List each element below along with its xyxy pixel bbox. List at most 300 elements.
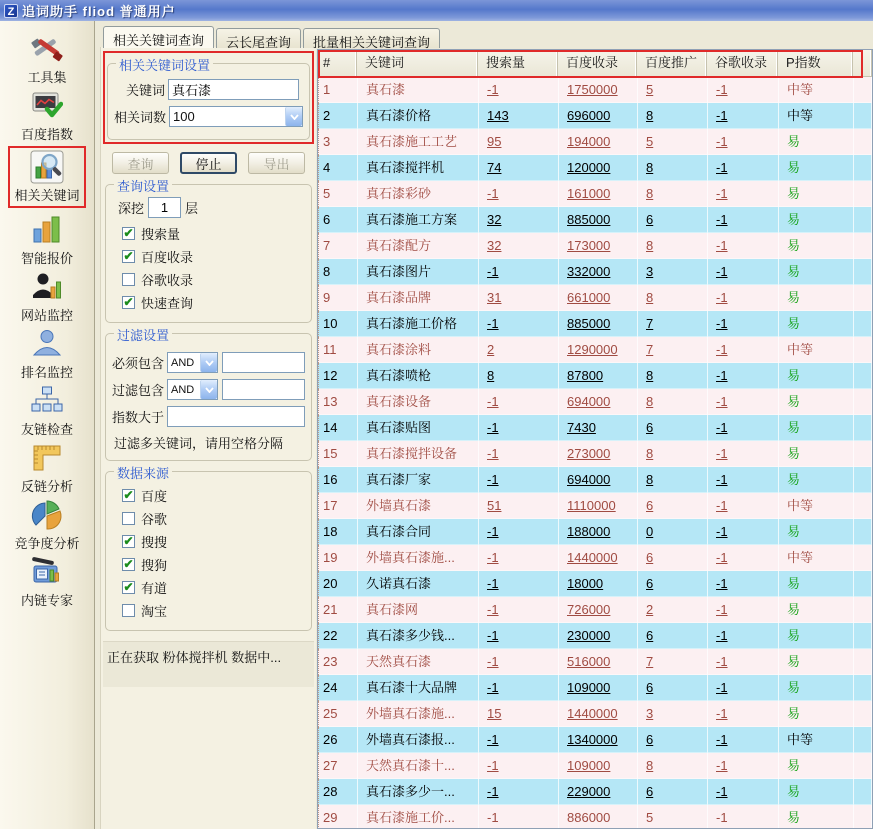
tab-batch-query[interactable]: 批量相关关键词查询 [303, 28, 440, 48]
sidebar-item-backlink[interactable] [4, 441, 90, 495]
cell-baidu-promo[interactable]: 6 [638, 623, 708, 649]
cell-baidu-promo[interactable]: 7 [638, 311, 708, 337]
cell-filler [854, 363, 872, 389]
cell-google-indexed[interactable]: -1 [708, 77, 779, 103]
keyword-input[interactable] [168, 79, 299, 100]
cell-search-volume[interactable]: 51 [479, 493, 559, 519]
table-row[interactable] [318, 753, 872, 779]
cell-search-volume[interactable]: -1 [479, 77, 559, 103]
site-monitor-icon [30, 270, 64, 304]
cell-google-indexed[interactable]: -1 [708, 415, 779, 441]
filter-include-op-select[interactable] [167, 379, 218, 400]
cell-search-volume[interactable]: -1 [479, 753, 559, 779]
cell-filler [854, 415, 872, 441]
cell-baidu-promo[interactable]: 8 [638, 233, 708, 259]
cell-row-number: 15 [319, 441, 358, 467]
cell-baidu-indexed[interactable]: 230000 [559, 623, 638, 649]
tab-bar [103, 26, 442, 48]
cell-row-number: 3 [319, 129, 358, 155]
checkbox-label: 快速查询 [141, 296, 194, 311]
cell-google-indexed[interactable]: -1 [708, 207, 779, 233]
cell-keyword[interactable]: 真石漆喷枪 [358, 363, 479, 389]
cell-filler [854, 103, 872, 129]
cell-baidu-indexed[interactable]: 696000 [559, 103, 638, 129]
cell-baidu-indexed[interactable]: 661000 [559, 285, 638, 311]
sidebar-item-label: 反链分析 [20, 479, 73, 494]
sidebar-item-internal-link[interactable] [4, 555, 90, 609]
group-title: 数据来源 [114, 463, 172, 482]
cell-row-number: 11 [319, 337, 358, 363]
cell-row-number: 7 [319, 233, 358, 259]
cell-row-number: 19 [319, 545, 358, 571]
table-row[interactable] [318, 415, 872, 441]
cell-baidu-indexed[interactable]: 516000 [559, 649, 638, 675]
cell-keyword[interactable]: 真石漆设备 [358, 389, 479, 415]
cell-baidu-indexed[interactable]: 332000 [559, 259, 638, 285]
table-row[interactable] [318, 337, 872, 363]
cell-google-indexed[interactable]: -1 [708, 753, 779, 779]
data-source-group [105, 466, 312, 631]
depth-label: 深挖 [118, 201, 145, 216]
cell-baidu-promo[interactable]: 8 [638, 285, 708, 311]
tab-cloud-tail[interactable]: 云长尾查询 [216, 28, 301, 48]
cell-keyword[interactable]: 真石漆施工价格 [358, 311, 479, 337]
cell-row-number: 24 [319, 675, 358, 701]
cell-search-volume[interactable]: -1 [479, 181, 559, 207]
filter-settings-group [105, 328, 312, 461]
cell-keyword[interactable]: 真石漆彩砂 [358, 181, 479, 207]
sidebar-item-competition[interactable] [4, 498, 90, 552]
cell-p-index: 易 [779, 363, 854, 389]
cell-baidu-promo[interactable]: 8 [638, 753, 708, 779]
table-row[interactable] [318, 441, 872, 467]
cell-baidu-indexed[interactable]: 7430 [559, 415, 638, 441]
cell-keyword[interactable]: 真石漆 [358, 77, 479, 103]
cell-baidu-indexed[interactable]: 229000 [559, 779, 638, 805]
cell-keyword[interactable]: 真石漆施工方案 [358, 207, 479, 233]
table-body [318, 77, 872, 829]
cell-search-volume[interactable]: 32 [479, 233, 559, 259]
cell-keyword[interactable]: 真石漆多少钱... [358, 623, 479, 649]
table-row[interactable] [318, 545, 872, 571]
cell-google-indexed[interactable]: -1 [708, 181, 779, 207]
query-setting-option[interactable] [122, 270, 305, 289]
cell-baidu-indexed[interactable]: 173000 [559, 233, 638, 259]
cell-baidu-promo[interactable]: 6 [638, 545, 708, 571]
cell-google-indexed[interactable]: -1 [708, 389, 779, 415]
table-row[interactable] [318, 623, 872, 649]
cell-google-indexed[interactable]: -1 [708, 519, 779, 545]
cell-baidu-promo[interactable]: 6 [638, 727, 708, 753]
cell-search-volume[interactable]: -1 [479, 623, 559, 649]
cell-keyword[interactable]: 天然真石漆 [358, 649, 479, 675]
column-header-5[interactable]: 谷歌收录 [707, 50, 778, 76]
cell-keyword[interactable]: 真石漆多少一... [358, 779, 479, 805]
cell-search-volume[interactable]: -1 [479, 727, 559, 753]
must-include-op-select[interactable] [167, 352, 218, 373]
table-row[interactable] [318, 519, 872, 545]
cell-google-indexed[interactable]: -1 [708, 493, 779, 519]
cell-google-indexed[interactable]: -1 [708, 649, 779, 675]
cell-google-indexed[interactable]: -1 [708, 623, 779, 649]
cell-keyword[interactable]: 外墙真石漆施... [358, 701, 479, 727]
cell-baidu-indexed[interactable]: 1340000 [559, 727, 638, 753]
depth-input[interactable] [148, 197, 181, 218]
table-row[interactable] [318, 597, 872, 623]
sidebar-item-related-keywords[interactable] [8, 146, 86, 208]
checkbox-label: 搜搜 [141, 535, 168, 550]
rank-monitor-icon [30, 327, 64, 361]
table-row[interactable] [318, 701, 872, 727]
sidebar-item-rank-monitor[interactable] [4, 327, 90, 381]
cell-baidu-promo[interactable]: 5 [638, 77, 708, 103]
column-header-1[interactable]: 关键词 [357, 50, 478, 76]
must-include-op: AND [171, 357, 195, 369]
cell-baidu-promo[interactable]: 8 [638, 389, 708, 415]
cell-filler [854, 649, 872, 675]
cell-baidu-indexed[interactable]: 694000 [559, 389, 638, 415]
cell-row-number: 6 [319, 207, 358, 233]
cell-p-index: 易 [779, 701, 854, 727]
checkbox-icon[interactable]: ✔ [123, 295, 134, 309]
data-source-option[interactable] [122, 486, 305, 505]
cell-baidu-indexed[interactable]: 1440000 [559, 701, 638, 727]
cell-baidu-indexed[interactable]: 120000 [559, 155, 638, 181]
cell-baidu-promo[interactable]: 6 [638, 779, 708, 805]
related-keywords-icon [30, 150, 64, 184]
cell-p-index: 易 [779, 181, 854, 207]
checkbox-icon[interactable]: ✔ [123, 488, 134, 502]
keyword-label: 关键词 [126, 83, 166, 98]
cell-baidu-promo[interactable]: 6 [638, 415, 708, 441]
backlink-icon [30, 441, 64, 475]
index-greater-input[interactable] [167, 406, 305, 427]
cell-google-indexed[interactable]: -1 [708, 441, 779, 467]
cell-baidu-promo[interactable]: 7 [638, 649, 708, 675]
chevron-down-icon[interactable] [200, 380, 217, 399]
cell-filler [854, 701, 872, 727]
cell-google-indexed[interactable]: -1 [708, 259, 779, 285]
cell-google-indexed[interactable]: -1 [708, 701, 779, 727]
must-include-label: 必须包含 [112, 356, 165, 371]
cell-keyword[interactable]: 真石漆搅拌机 [358, 155, 479, 181]
cell-search-volume[interactable]: -1 [479, 805, 559, 829]
cell-search-volume[interactable]: 95 [479, 129, 559, 155]
related-count-select[interactable] [169, 106, 303, 127]
cell-google-indexed[interactable]: -1 [708, 363, 779, 389]
table-row[interactable] [318, 467, 872, 493]
cell-baidu-indexed[interactable]: 694000 [559, 467, 638, 493]
stop-button[interactable]: 停止 [180, 152, 237, 174]
table-row[interactable] [318, 77, 872, 103]
cell-baidu-indexed[interactable]: 194000 [559, 129, 638, 155]
cell-baidu-promo[interactable]: 5 [638, 805, 708, 829]
sidebar-item-friend-link[interactable] [4, 384, 90, 438]
table-row[interactable] [318, 805, 872, 829]
data-source-option[interactable] [122, 578, 305, 597]
checkbox-icon[interactable]: ✔ [123, 580, 134, 594]
related-count-label: 相关词数 [114, 110, 167, 125]
filter-include-input[interactable] [222, 379, 305, 400]
cell-keyword[interactable]: 真石漆涂料 [358, 337, 479, 363]
data-source-option[interactable] [122, 601, 305, 620]
cell-keyword[interactable]: 真石漆厂家 [358, 467, 479, 493]
cell-google-indexed[interactable]: -1 [708, 727, 779, 753]
cell-filler [854, 493, 872, 519]
cell-baidu-promo[interactable]: 6 [638, 675, 708, 701]
sidebar-item-label: 排名监控 [20, 365, 73, 380]
filter-hint: 过滤多关键词，请用空格分隔 [114, 436, 284, 451]
sidebar-item-label: 网站监控 [20, 308, 73, 323]
cell-keyword[interactable]: 真石漆施工工艺 [358, 129, 479, 155]
cell-google-indexed[interactable]: -1 [708, 545, 779, 571]
cell-baidu-indexed[interactable]: 109000 [559, 675, 638, 701]
checkbox-label: 百度收录 [141, 250, 194, 265]
cell-filler [854, 207, 872, 233]
cell-search-volume[interactable]: -1 [479, 441, 559, 467]
cell-keyword[interactable]: 久诺真石漆 [358, 571, 479, 597]
keyword-settings-group [107, 58, 310, 140]
checkbox-label: 淘宝 [141, 604, 168, 619]
query-setting-option[interactable] [122, 293, 305, 312]
cell-baidu-promo[interactable]: 6 [638, 571, 708, 597]
checkbox-icon[interactable]: ✔ [123, 226, 134, 240]
status-message: 正在获取 粉体搅拌机 数据中... [103, 641, 314, 687]
checkbox-icon[interactable]: ✔ [123, 534, 134, 548]
annotation-box-keyword-settings [103, 51, 314, 144]
cell-search-volume[interactable]: -1 [479, 467, 559, 493]
cell-search-volume[interactable]: 15 [479, 701, 559, 727]
cell-row-number: 12 [319, 363, 358, 389]
cell-baidu-promo[interactable]: 5 [638, 129, 708, 155]
table-row[interactable] [318, 311, 872, 337]
cell-baidu-promo[interactable]: 8 [638, 103, 708, 129]
cell-baidu-indexed[interactable]: 726000 [559, 597, 638, 623]
friend-link-icon [30, 384, 64, 418]
cell-search-volume[interactable]: -1 [479, 649, 559, 675]
cell-baidu-indexed[interactable]: 18000 [559, 571, 638, 597]
cell-filler [854, 545, 872, 571]
cell-search-volume[interactable]: -1 [479, 545, 559, 571]
cell-filler [854, 233, 872, 259]
cell-google-indexed[interactable]: -1 [708, 675, 779, 701]
cell-google-indexed[interactable]: -1 [708, 311, 779, 337]
cell-baidu-indexed[interactable]: 109000 [559, 753, 638, 779]
cell-baidu-promo[interactable]: 7 [638, 337, 708, 363]
data-source-option[interactable] [122, 532, 305, 551]
cell-search-volume[interactable]: -1 [479, 571, 559, 597]
sidebar-item-label: 友链检查 [20, 422, 73, 437]
cell-search-volume[interactable]: 74 [479, 155, 559, 181]
cell-p-index: 易 [779, 623, 854, 649]
data-source-option[interactable] [122, 555, 305, 574]
cell-search-volume[interactable]: -1 [479, 779, 559, 805]
cell-baidu-indexed[interactable]: 1290000 [559, 337, 638, 363]
cell-keyword[interactable]: 真石漆网 [358, 597, 479, 623]
cell-row-number: 25 [319, 701, 358, 727]
cell-google-indexed[interactable]: -1 [708, 233, 779, 259]
cell-baidu-indexed[interactable]: 885000 [559, 207, 638, 233]
query-setting-option[interactable] [122, 224, 305, 243]
cell-google-indexed[interactable]: -1 [708, 571, 779, 597]
table-row[interactable] [318, 129, 872, 155]
column-header-0[interactable]: # [318, 50, 357, 76]
cell-google-indexed[interactable]: -1 [708, 597, 779, 623]
cell-filler [854, 675, 872, 701]
cell-keyword[interactable]: 真石漆价格 [358, 103, 479, 129]
cell-keyword[interactable]: 外墙真石漆施... [358, 545, 479, 571]
cell-keyword[interactable]: 真石漆配方 [358, 233, 479, 259]
cell-keyword[interactable]: 天然真石漆十... [358, 753, 479, 779]
table-row[interactable] [318, 727, 872, 753]
cell-keyword[interactable]: 真石漆搅拌设备 [358, 441, 479, 467]
cell-search-volume[interactable]: -1 [479, 675, 559, 701]
cell-baidu-promo[interactable]: 0 [638, 519, 708, 545]
cell-baidu-promo[interactable]: 8 [638, 363, 708, 389]
cell-search-volume[interactable]: 8 [479, 363, 559, 389]
table-row[interactable] [318, 207, 872, 233]
table-row[interactable] [318, 103, 872, 129]
column-header-6[interactable]: P指数 [778, 50, 853, 76]
query-setting-option[interactable] [122, 247, 305, 266]
group-title: 查询设置 [114, 176, 172, 195]
cell-row-number: 13 [319, 389, 358, 415]
column-header-filler [853, 50, 872, 76]
cell-baidu-promo[interactable]: 3 [638, 701, 708, 727]
cell-google-indexed[interactable]: -1 [708, 155, 779, 181]
checkbox-icon[interactable] [122, 604, 135, 617]
cell-filler [854, 571, 872, 597]
cell-keyword[interactable]: 真石漆十大品牌 [358, 675, 479, 701]
cell-p-index: 易 [779, 415, 854, 441]
cell-google-indexed[interactable]: -1 [708, 103, 779, 129]
cell-baidu-promo[interactable]: 3 [638, 259, 708, 285]
smart-quote-icon [30, 213, 64, 247]
cell-search-volume[interactable]: -1 [479, 597, 559, 623]
must-include-input[interactable] [222, 352, 305, 373]
cell-google-indexed[interactable]: -1 [708, 285, 779, 311]
column-header-4[interactable]: 百度推广 [637, 50, 707, 76]
cell-google-indexed[interactable]: -1 [708, 337, 779, 363]
cell-search-volume[interactable]: -1 [479, 389, 559, 415]
table-row[interactable] [318, 675, 872, 701]
sidebar-item-smart-quote[interactable] [4, 213, 90, 267]
cell-baidu-promo[interactable]: 8 [638, 155, 708, 181]
table-row[interactable] [318, 285, 872, 311]
cell-baidu-indexed[interactable]: 886000 [559, 805, 638, 829]
sidebar-item-tools[interactable] [4, 32, 90, 86]
cell-baidu-indexed[interactable]: 273000 [559, 441, 638, 467]
checkbox-icon[interactable]: ✔ [123, 249, 134, 263]
cell-baidu-promo[interactable]: 8 [638, 441, 708, 467]
table-row[interactable] [318, 571, 872, 597]
cell-baidu-indexed[interactable]: 1440000 [559, 545, 638, 571]
cell-filler [854, 77, 872, 103]
cell-search-volume[interactable]: -1 [479, 415, 559, 441]
cell-baidu-indexed[interactable]: 1750000 [559, 77, 638, 103]
cell-keyword[interactable]: 真石漆贴图 [358, 415, 479, 441]
cell-p-index: 易 [779, 207, 854, 233]
cell-search-volume[interactable]: -1 [479, 311, 559, 337]
table-row[interactable] [318, 649, 872, 675]
sidebar-item-label: 竞争度分析 [14, 536, 80, 551]
depth-suffix: 层 [185, 201, 199, 216]
cell-keyword[interactable]: 真石漆合同 [358, 519, 479, 545]
cell-baidu-promo[interactable]: 2 [638, 597, 708, 623]
cell-google-indexed[interactable]: -1 [708, 779, 779, 805]
export-button[interactable]: 导出 [248, 152, 305, 174]
cell-google-indexed[interactable]: -1 [708, 467, 779, 493]
cell-p-index: 易 [779, 389, 854, 415]
cell-row-number: 9 [319, 285, 358, 311]
cell-row-number: 17 [319, 493, 358, 519]
data-source-option[interactable] [122, 509, 305, 528]
cell-baidu-promo[interactable]: 8 [638, 467, 708, 493]
cell-baidu-indexed[interactable]: 188000 [559, 519, 638, 545]
cell-baidu-indexed[interactable]: 161000 [559, 181, 638, 207]
cell-search-volume[interactable]: -1 [479, 519, 559, 545]
chevron-down-icon[interactable] [200, 353, 217, 372]
cell-google-indexed[interactable]: -1 [708, 129, 779, 155]
cell-p-index: 易 [779, 285, 854, 311]
cell-filler [854, 181, 872, 207]
cell-keyword[interactable]: 外墙真石漆报... [358, 727, 479, 753]
cell-keyword[interactable]: 真石漆品牌 [358, 285, 479, 311]
sidebar-item-label: 智能报价 [20, 251, 73, 266]
sidebar-item-site-monitor[interactable] [4, 270, 90, 324]
table-row[interactable] [318, 779, 872, 805]
cell-p-index: 易 [779, 519, 854, 545]
sidebar-item-label: 百度指数 [20, 127, 73, 142]
column-header-2[interactable]: 搜索量 [478, 50, 558, 76]
cell-p-index: 中等 [779, 337, 854, 363]
column-header-3[interactable]: 百度收录 [558, 50, 637, 76]
checkbox-icon[interactable] [122, 512, 135, 525]
cell-row-number: 20 [319, 571, 358, 597]
cell-baidu-indexed[interactable]: 87800 [559, 363, 638, 389]
tab-related-query[interactable]: 相关关键词查询 [103, 26, 214, 48]
cell-search-volume[interactable]: 32 [479, 207, 559, 233]
cell-keyword[interactable]: 外墙真石漆 [358, 493, 479, 519]
checkbox-icon[interactable] [122, 273, 135, 286]
cell-baidu-promo[interactable]: 6 [638, 207, 708, 233]
title-bar[interactable] [0, 0, 873, 21]
checkbox-label: 搜索量 [141, 227, 181, 242]
sidebar-item-baidu-index[interactable] [4, 89, 90, 143]
table-row[interactable] [318, 259, 872, 285]
chevron-down-icon[interactable] [285, 107, 302, 126]
cell-search-volume[interactable]: -1 [479, 259, 559, 285]
cell-search-volume[interactable]: 2 [479, 337, 559, 363]
cell-keyword[interactable]: 真石漆施工价... [358, 805, 479, 829]
cell-baidu-promo[interactable]: 8 [638, 181, 708, 207]
table-row[interactable] [318, 181, 872, 207]
table-row[interactable] [318, 389, 872, 415]
cell-baidu-indexed[interactable]: 1110000 [559, 493, 638, 519]
cell-baidu-promo[interactable]: 6 [638, 493, 708, 519]
checkbox-icon[interactable]: ✔ [123, 557, 134, 571]
table-row[interactable] [318, 493, 872, 519]
cell-baidu-indexed[interactable]: 885000 [559, 311, 638, 337]
cell-search-volume[interactable]: 143 [479, 103, 559, 129]
table-row[interactable] [318, 363, 872, 389]
cell-search-volume[interactable]: 31 [479, 285, 559, 311]
cell-google-indexed[interactable]: -1 [708, 805, 779, 829]
table-row[interactable] [318, 155, 872, 181]
cell-keyword[interactable]: 真石漆图片 [358, 259, 479, 285]
query-button[interactable]: 查询 [112, 152, 169, 174]
table-row[interactable] [318, 233, 872, 259]
